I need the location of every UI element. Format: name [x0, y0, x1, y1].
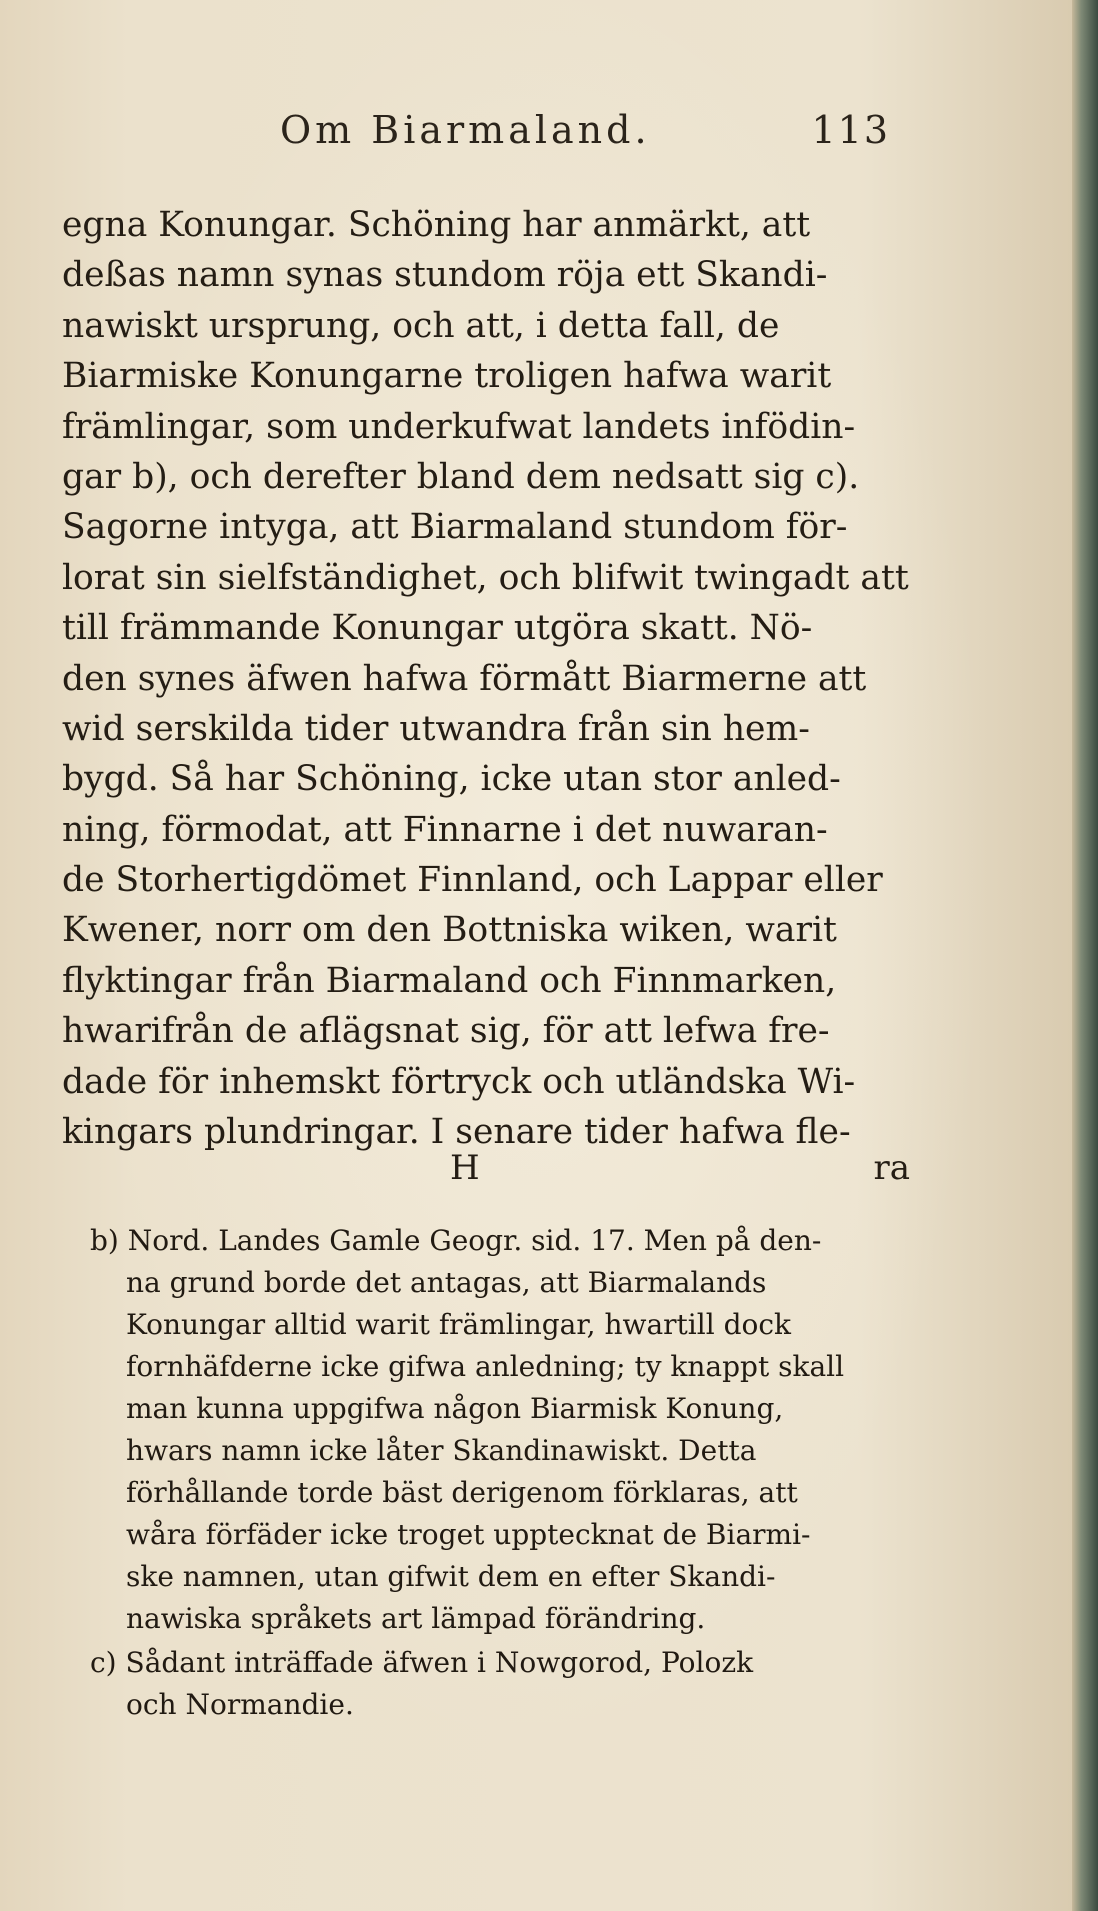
footnote-line: och Normandie. [126, 1688, 354, 1721]
footnote-line: förhållande torde bäst derigenom förklaras, att [126, 1476, 798, 1509]
body-line: till främmande Konungar utgöra skatt. Nö- [62, 608, 813, 649]
body-line: deßas namn synas stundom röja ett Skandi- [62, 255, 828, 296]
footnote-line: c) Sådant inträffade äfwen i Nowgorod, Polozk [90, 1646, 754, 1679]
footnotes [90, 1220, 930, 1726]
page-header [280, 108, 890, 164]
footnote-line: hwars namn icke låter Skandinawiskt. Detta [126, 1434, 757, 1467]
catchword: ra [873, 1148, 910, 1188]
footnote-c [90, 1642, 930, 1726]
footnote-line: wåra förfäder icke troget upptecknat de Biarmi- [126, 1518, 811, 1551]
body-line: flyktingar från Biarmaland och Finnmarken, [62, 960, 837, 1001]
body-line: gar b), och derefter bland dem nedsatt sig c). [62, 456, 860, 497]
body-line: lorat sin sielfständighet, och blifwit twingadt att [62, 557, 909, 598]
footnote-line: Konungar alltid warit främlingar, hwartill dock [126, 1308, 791, 1341]
catchword-line [430, 1148, 910, 1198]
footnote-line: ske namnen, utan gifwit dem en efter Skandi- [126, 1560, 776, 1593]
page-number: 113 [811, 108, 890, 152]
running-title: Om Biarmaland. [280, 108, 651, 152]
footnote-line: nawiska språkets art lämpad förändring. [126, 1602, 706, 1635]
footnote-b [90, 1220, 930, 1640]
body-line: egna Konungar. Schöning har anmärkt, att [62, 205, 811, 245]
body-line: Biarmiske Konungarne troligen hafwa warit [62, 356, 832, 397]
footnote-line: man kunna uppgifwa någon Biarmisk Konung, [126, 1392, 784, 1425]
footnote-line: fornhäfderne icke gifwa anledning; ty knappt skall [126, 1350, 845, 1383]
body-line: bygd. Så har Schöning, icke utan stor anled- [62, 759, 841, 800]
body-line: wid serskilda tider utwandra från sin hem- [62, 708, 810, 749]
footnote-line: na grund borde det antagas, att Biarmalands [126, 1266, 767, 1299]
body-line: hwarifrån de aflägsnat sig, för att lefwa fre- [62, 1011, 830, 1052]
body-line: Sagorne intyga, att Biarmaland stundom för- [62, 507, 848, 548]
body-line: den synes äfwen hafwa förmått Biarmerne att [62, 658, 867, 699]
body-line: nawiskt ursprung, och att, i detta fall, de [62, 305, 780, 346]
body-line: dade för inhemskt förtryck och utländska Wi- [62, 1061, 856, 1102]
body-line: främlingar, som underkufwat landets infödin- [62, 406, 856, 447]
body-line: de Storhertigdömet Finnland, och Lappar eller [62, 860, 883, 901]
body-line: ning, förmodat, att Finnarne i det nuwaran- [62, 809, 828, 850]
body-text [62, 200, 922, 1157]
body-line: Kwener, norr om den Bottniska wiken, warit [62, 910, 837, 951]
footnote-line: b) Nord. Landes Gamle Geogr. sid. 17. Men på den- [90, 1224, 822, 1257]
signature-mark: H [450, 1148, 480, 1188]
body-line: kingars plundringar. I senare tider hafwa fle- [62, 1112, 851, 1153]
book-edge [1072, 0, 1098, 1911]
